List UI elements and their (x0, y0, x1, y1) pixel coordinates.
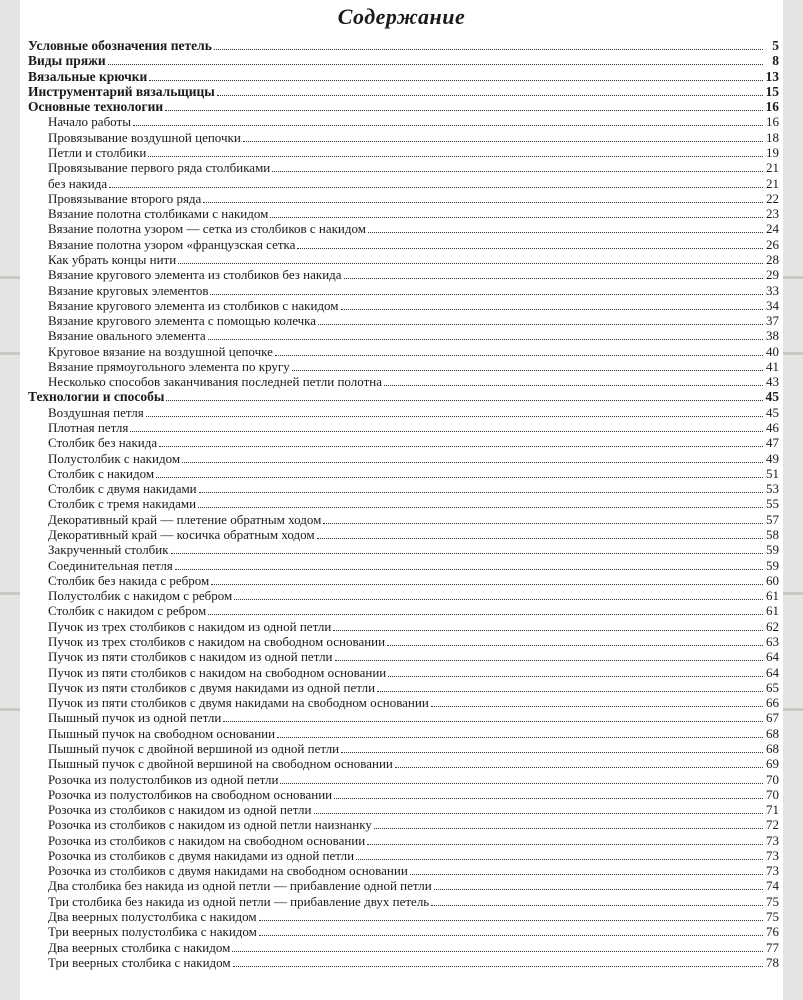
toc-page-number: 34 (766, 297, 779, 313)
toc-entry-label: Розочка из полустолбиков на свободном основании (48, 786, 333, 802)
toc-entry-label: Два веерных столбика с накидом (48, 939, 231, 955)
toc-entry-label: Вязание кругового элемента из столбиков без накида (48, 267, 342, 283)
toc-leader-dots (341, 299, 763, 310)
toc-entry-label: Воздушная петля (48, 404, 144, 420)
toc-entry[interactable] (28, 221, 779, 236)
toc-entry[interactable] (28, 710, 779, 725)
toc-entry[interactable] (28, 176, 779, 191)
toc-page-number: 65 (766, 679, 779, 695)
toc-page-number: 68 (766, 740, 779, 756)
toc-page-number: 45 (766, 404, 779, 420)
toc-page-number: 28 (766, 251, 779, 267)
toc-page-number: 61 (766, 588, 779, 604)
toc-entry-label: Столбик с накидом с ребром (48, 603, 207, 619)
toc-page-number: 21 (766, 160, 779, 176)
toc-page-number: 5 (772, 38, 779, 53)
toc-entry[interactable] (28, 512, 779, 527)
toc-entry[interactable] (28, 252, 779, 267)
toc-leader-dots (156, 467, 763, 478)
toc-entry-label: Пучок из пяти столбиков с двумя накидами на свободном основании (48, 695, 429, 711)
toc-leader-dots (149, 70, 763, 81)
toc-leader-dots (203, 192, 763, 203)
toc-entry-label: Несколько способов заканчивания последней петли полотна (48, 374, 382, 390)
toc-leader-dots (214, 39, 763, 50)
toc-entry-label: Круговое вязание на воздушной цепочке (48, 343, 273, 359)
toc-page-number: 55 (766, 496, 779, 512)
toc-section-entry[interactable] (28, 69, 779, 84)
toc-entry-label: Столбик без накида (48, 435, 158, 451)
toc-leader-dots (384, 375, 763, 386)
toc-leader-dots (109, 177, 763, 188)
toc-entry[interactable] (28, 741, 779, 756)
toc-page-number: 38 (766, 328, 779, 344)
toc-entry[interactable] (28, 787, 779, 802)
toc-entry[interactable] (28, 955, 779, 970)
toc-entry[interactable] (28, 817, 779, 832)
toc-entry[interactable] (28, 359, 779, 374)
toc-leader-dots (166, 390, 763, 401)
toc-page-number: 19 (766, 144, 779, 160)
toc-entry-label: Провязывание первого ряда столбиками (48, 160, 271, 176)
toc-entry-label: Пучок из трех столбиков с накидом на свободном основании (48, 633, 386, 649)
toc-entry-label: Декоративный край — косичка обратным ходом (48, 527, 315, 542)
toc-leader-dots (208, 329, 763, 340)
toc-entry[interactable] (28, 435, 779, 450)
toc-leader-dots (198, 497, 763, 508)
toc-leader-dots (130, 421, 763, 432)
toc-leader-dots (217, 85, 763, 96)
toc-entry[interactable] (28, 206, 779, 221)
toc-entry[interactable] (28, 542, 779, 557)
toc-section-entry[interactable] (28, 84, 779, 99)
toc-page-number: 66 (766, 695, 779, 711)
toc-entry-label: Два столбика без накида из одной петли — прибавление одной петли (48, 878, 432, 894)
toc-leader-dots (223, 711, 763, 722)
toc-leader-dots (275, 345, 763, 356)
toc-page-number: 58 (766, 527, 779, 542)
toc-entry-label: Розочка из столбиков с двумя накидами из одной петли (48, 847, 355, 863)
toc-entry-label: Столбик без накида с ребром (48, 572, 210, 588)
toc-section-entry[interactable] (28, 53, 779, 68)
toc-leader-dots (243, 131, 763, 142)
toc-entry-label: Декоративный край — плетение обратным ходом (48, 511, 322, 527)
toc-page-number: 60 (766, 572, 779, 588)
toc-section-entry[interactable] (28, 389, 779, 404)
toc-entry-label: Пышный пучок на свободном основании (48, 725, 276, 741)
toc-entry-label: Два веерных полустолбика с накидом (48, 909, 257, 925)
toc-page-number: 64 (766, 664, 779, 680)
toc-entry[interactable] (28, 909, 779, 924)
toc-page-number: 24 (766, 221, 779, 237)
toc-page-number: 46 (766, 420, 779, 436)
toc-entry-label: Розочка из столбиков с двумя накидами на свободном основании (48, 863, 408, 879)
toc-entry[interactable] (28, 496, 779, 511)
toc-entry[interactable] (28, 466, 779, 481)
toc-leader-dots (368, 222, 763, 233)
toc-leader-dots (233, 956, 763, 967)
toc-entry-label: Провязывание воздушной цепочки (48, 129, 241, 145)
toc-leader-dots (377, 681, 763, 692)
toc-entry-label: Как убрать концы нити (48, 251, 177, 267)
toc-entry-label: без накида (48, 175, 108, 191)
toc-page-number: 40 (766, 343, 779, 359)
toc-page-number: 64 (766, 649, 779, 665)
toc-leader-dots (431, 696, 763, 707)
toc-entry-label: Три веерных полустолбика с накидом (48, 924, 257, 940)
toc-entry[interactable] (28, 924, 779, 939)
toc-page-number: 59 (766, 542, 779, 558)
toc-page-number: 41 (766, 358, 779, 374)
toc-page-number: 26 (766, 236, 779, 252)
toc-entry[interactable] (28, 772, 779, 787)
toc-entry[interactable] (28, 940, 779, 955)
toc-page-number: 70 (766, 771, 779, 787)
toc-page-number: 73 (766, 863, 779, 879)
toc-entry[interactable] (28, 695, 779, 710)
toc-leader-dots (199, 482, 763, 493)
toc-leader-dots (395, 757, 763, 768)
toc-leader-dots (165, 100, 763, 111)
toc-entry[interactable] (28, 237, 779, 252)
page-title: Содержание (337, 4, 466, 29)
toc-page-number: 21 (766, 175, 779, 191)
toc-entry[interactable] (28, 619, 779, 634)
toc-leader-dots (175, 559, 763, 570)
toc-leader-dots (318, 314, 763, 325)
toc-page-number: 76 (766, 924, 779, 940)
toc-entry[interactable] (28, 634, 779, 649)
toc-entry[interactable] (28, 573, 779, 588)
toc-leader-dots (367, 834, 763, 845)
toc-entry-label: Вязание кругового элемента из столбиков с накидом (48, 297, 339, 313)
toc-leader-dots (182, 452, 763, 463)
toc-entry-label: Пышный пучок с двойной вершиной из одной петли (48, 740, 340, 756)
toc-entry-label: Вязание полотна узором «французская сетка (48, 236, 296, 252)
toc-leader-dots (272, 161, 763, 172)
toc-leader-dots (146, 406, 763, 417)
toc-page-number: 16 (765, 99, 779, 115)
toc-leader-dots (159, 436, 763, 447)
toc-page-number: 49 (766, 450, 779, 466)
toc-entry-label: Вязальные крючки (28, 68, 148, 84)
toc-leader-dots (259, 910, 763, 921)
table-of-contents (28, 38, 779, 970)
toc-entry-label: Основные технологии (28, 99, 164, 115)
toc-leader-dots (208, 604, 763, 615)
toc-entry[interactable] (28, 878, 779, 893)
toc-entry[interactable] (28, 313, 779, 328)
toc-page-number: 43 (766, 374, 779, 390)
toc-leader-dots (410, 864, 763, 875)
toc-entry[interactable] (28, 558, 779, 573)
toc-entry-label: Пучок из пяти столбиков с накидом на свободном основании (48, 664, 387, 680)
toc-leader-dots (178, 253, 763, 264)
toc-page-number: 47 (766, 435, 779, 451)
toc-page-number: 78 (766, 954, 779, 970)
toc-entry[interactable] (28, 680, 779, 695)
toc-entry[interactable] (28, 863, 779, 878)
toc-entry[interactable] (28, 344, 779, 359)
toc-leader-dots (344, 268, 763, 279)
toc-page-number: 70 (766, 786, 779, 802)
toc-entry-label: Провязывание второго ряда (48, 190, 202, 206)
toc-page-number: 16 (766, 114, 779, 130)
toc-leader-dots (211, 574, 763, 585)
toc-leader-dots (356, 849, 763, 860)
toc-entry-label: Пышный пучок из одной петли (48, 710, 222, 726)
toc-leader-dots (317, 528, 763, 539)
toc-leader-dots (374, 818, 763, 829)
toc-page-number: 73 (766, 847, 779, 863)
toc-page-number: 75 (766, 909, 779, 925)
toc-entry-label: Столбик с накидом (48, 465, 155, 481)
toc-page-number: 67 (766, 710, 779, 726)
toc-leader-dots (277, 727, 763, 738)
toc-entry-label: Плотная петля (48, 420, 129, 436)
toc-leader-dots (297, 238, 763, 249)
toc-entry[interactable] (28, 481, 779, 496)
toc-leader-dots (232, 941, 763, 952)
toc-leader-dots (210, 284, 763, 295)
toc-leader-dots (270, 207, 763, 218)
toc-leader-dots (280, 773, 763, 784)
document-page (20, 0, 783, 1000)
toc-leader-dots (108, 54, 763, 65)
toc-entry-label: Вязание полотна узором — сетка из столбиков с накидом (48, 221, 366, 237)
toc-page-number: 29 (766, 267, 779, 283)
toc-entry[interactable] (28, 160, 779, 175)
toc-leader-dots (387, 635, 763, 646)
toc-entry[interactable] (28, 328, 779, 343)
toc-page-number: 18 (766, 129, 779, 145)
toc-leader-dots (323, 513, 763, 524)
toc-leader-dots (341, 742, 763, 753)
toc-entry-label: Три веерных столбика с накидом (48, 954, 231, 970)
toc-entry[interactable] (28, 114, 779, 129)
toc-leader-dots (334, 788, 763, 799)
toc-entry[interactable] (28, 603, 779, 618)
toc-entry-label: Инструментарий вязальщицы (28, 83, 215, 99)
toc-leader-dots (148, 146, 763, 157)
toc-leader-dots (333, 620, 763, 631)
toc-page-number: 22 (766, 190, 779, 206)
toc-entry-label: Вязание прямоугольного элемента по кругу (48, 358, 290, 374)
toc-entry-label: Розочка из полустолбиков из одной петли (48, 771, 279, 787)
toc-leader-dots (388, 666, 763, 677)
toc-page-number: 57 (766, 511, 779, 527)
toc-entry-label: Розочка из столбиков с накидом из одной петли (48, 802, 312, 818)
toc-entry[interactable] (28, 451, 779, 466)
toc-page-number: 77 (766, 939, 779, 955)
toc-leader-dots (292, 360, 763, 371)
toc-entry-label: Пышный пучок с двойной вершиной на свободном основании (48, 756, 393, 772)
toc-leader-dots (171, 543, 763, 554)
toc-page-number: 71 (766, 802, 779, 818)
toc-entry[interactable] (28, 726, 779, 741)
toc-entry-label: Вязание круговых элементов (48, 282, 209, 298)
toc-leader-dots (133, 115, 763, 126)
toc-entry[interactable] (28, 894, 779, 909)
toc-entry-label: Начало работы (48, 114, 131, 130)
toc-entry[interactable] (28, 420, 779, 435)
toc-page-number: 45 (765, 389, 779, 405)
toc-page-number: 63 (766, 633, 779, 649)
toc-page-number: 69 (766, 756, 779, 772)
toc-entry-label: Столбик с двумя накидами (48, 481, 197, 497)
toc-page-number: 72 (766, 817, 779, 833)
toc-entry[interactable] (28, 283, 779, 298)
toc-entry[interactable] (28, 649, 779, 664)
toc-page-number: 37 (766, 313, 779, 329)
toc-leader-dots (234, 589, 763, 600)
toc-entry[interactable] (28, 527, 779, 542)
toc-leader-dots (434, 879, 763, 890)
toc-page-number: 74 (766, 878, 779, 894)
toc-page-number: 61 (766, 603, 779, 619)
toc-entry[interactable] (28, 802, 779, 817)
toc-entry-label: Пучок из пяти столбиков с двумя накидами из одной петли (48, 679, 376, 695)
toc-page-number: 8 (772, 53, 779, 69)
toc-entry-label: Виды пряжи (28, 53, 106, 69)
toc-entry[interactable] (28, 665, 779, 680)
toc-entry[interactable] (28, 130, 779, 145)
toc-leader-dots (314, 803, 764, 814)
toc-page-number: 73 (766, 832, 779, 848)
toc-entry[interactable] (28, 848, 779, 863)
toc-entry-label: Пучок из пяти столбиков с накидом из одной петли (48, 649, 333, 665)
toc-entry-label: Вязание овального элемента (48, 328, 206, 344)
toc-page-number: 68 (766, 725, 779, 741)
toc-page-number: 62 (766, 618, 779, 634)
toc-entry-label: Полустолбик с накидом с ребром (48, 588, 233, 604)
toc-leader-dots (335, 650, 763, 661)
toc-entry-label: Закрученный столбик (48, 542, 169, 558)
toc-page-number: 13 (765, 68, 779, 84)
toc-entry[interactable] (28, 588, 779, 603)
toc-entry[interactable] (28, 145, 779, 160)
toc-section-entry[interactable] (28, 38, 779, 53)
toc-section-entry[interactable] (28, 99, 779, 114)
toc-page-number: 53 (766, 481, 779, 497)
toc-entry-label: Полустолбик с накидом (48, 450, 181, 466)
toc-entry-label: Пучок из трех столбиков с накидом из одной петли (48, 618, 332, 634)
toc-page-number: 75 (766, 893, 779, 909)
toc-entry-label: Три столбика без накида из одной петли — прибавление двух петель (48, 893, 430, 909)
toc-entry[interactable] (28, 756, 779, 771)
toc-page-number: 59 (766, 557, 779, 573)
toc-entry-label: Розочка из столбиков с накидом на свободном основании (48, 832, 366, 848)
toc-page-number: 15 (765, 83, 779, 99)
toc-entry[interactable] (28, 405, 779, 420)
toc-entry-label: Петли и столбики (48, 144, 147, 160)
toc-entry-label: Столбик с тремя накидами (48, 496, 197, 512)
toc-page-number: 23 (766, 206, 779, 222)
toc-entry-label: Соединительная петля (48, 557, 173, 573)
toc-leader-dots (431, 895, 763, 906)
toc-leader-dots (259, 925, 763, 936)
toc-entry[interactable] (28, 267, 779, 282)
toc-entry-label: Вязание полотна столбиками с накидом (48, 206, 269, 222)
toc-entry[interactable] (28, 191, 779, 206)
toc-entry-label: Розочка из столбиков с накидом из одной петли наизнанку (48, 817, 372, 833)
toc-page-number: 33 (766, 282, 779, 298)
toc-entry-label: Вязание кругового элемента с помощью колечка (48, 313, 317, 329)
toc-entry[interactable] (28, 298, 779, 313)
toc-entry-label: Технологии и способы (28, 389, 165, 405)
toc-entry[interactable] (28, 833, 779, 848)
toc-page-number: 51 (766, 465, 779, 481)
toc-entry-label: Условные обозначения петель (28, 38, 212, 53)
toc-entry[interactable] (28, 374, 779, 389)
